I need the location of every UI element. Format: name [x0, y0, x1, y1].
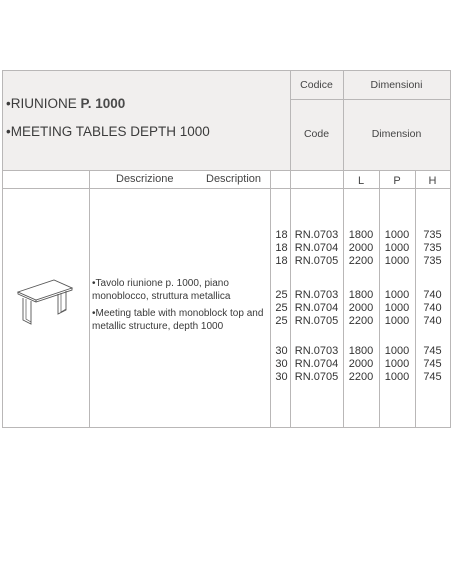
- H-cell: 740: [423, 315, 442, 327]
- description-it: •Tavolo riunione p. 1000, piano monoblocco, struttura metallica: [92, 278, 231, 302]
- L-cell: 2000: [348, 358, 374, 370]
- H-cell: 745: [423, 371, 442, 383]
- divider: [2, 70, 450, 71]
- code-cell: RN.0705: [294, 315, 339, 327]
- divider: [2, 170, 450, 171]
- L-cell: 1800: [348, 345, 374, 357]
- divider: [290, 99, 450, 100]
- thickness-cell: 18: [275, 242, 288, 254]
- col-description: Description: [206, 173, 262, 185]
- H-cell: 735: [423, 242, 442, 254]
- L-cell: 2200: [348, 255, 374, 267]
- thickness-cell: 25: [275, 289, 288, 301]
- L-cell: 1800: [348, 229, 374, 241]
- L-cell: 2000: [348, 242, 374, 254]
- divider: [89, 170, 90, 428]
- L-cell: 2000: [348, 302, 374, 314]
- divider: [2, 427, 450, 428]
- H-cell: 740: [423, 289, 442, 301]
- code-cell: RN.0704: [294, 302, 339, 314]
- col-L: L: [357, 175, 365, 187]
- thickness-cell: 30: [275, 358, 288, 370]
- description-en: •Meeting table with monoblock top and metallic structure, depth 1000: [92, 308, 264, 332]
- code-cell: RN.0704: [294, 358, 339, 370]
- H-cell: 740: [423, 302, 442, 314]
- P-cell: 1000: [384, 315, 410, 327]
- H-cell: 745: [423, 345, 442, 357]
- codice-label: Codice: [300, 79, 333, 91]
- divider: [450, 70, 451, 428]
- code-cell: RN.0704: [294, 242, 339, 254]
- H-cell: 745: [423, 358, 442, 370]
- P-cell: 1000: [384, 289, 410, 301]
- title-it: •RIUNIONE P. 1000: [6, 96, 126, 111]
- divider: [270, 170, 271, 428]
- divider: [2, 70, 3, 428]
- P-cell: 1000: [384, 345, 410, 357]
- dimension-label: Dimension: [371, 128, 422, 140]
- H-cell: 735: [423, 229, 442, 241]
- code-cell: RN.0705: [294, 371, 339, 383]
- divider: [2, 188, 450, 189]
- L-cell: 2200: [348, 315, 374, 327]
- thickness-cell: 25: [275, 315, 288, 327]
- P-cell: 1000: [384, 371, 410, 383]
- thickness-cell: 30: [275, 345, 288, 357]
- col-H: H: [428, 175, 437, 187]
- P-cell: 1000: [384, 302, 410, 314]
- L-cell: 2200: [348, 371, 374, 383]
- H-cell: 735: [423, 255, 442, 267]
- code-cell: RN.0703: [294, 345, 339, 357]
- code-cell: RN.0703: [294, 289, 339, 301]
- thickness-cell: 18: [275, 229, 288, 241]
- code-label: Code: [303, 128, 330, 140]
- thickness-cell: 25: [275, 302, 288, 314]
- code-cell: RN.0705: [294, 255, 339, 267]
- P-cell: 1000: [384, 255, 410, 267]
- dimensioni-label: Dimensioni: [370, 79, 423, 91]
- thickness-cell: 18: [275, 255, 288, 267]
- thickness-cell: 30: [275, 371, 288, 383]
- L-cell: 1800: [348, 289, 374, 301]
- title-en: •MEETING TABLES DEPTH 1000: [6, 124, 210, 139]
- P-cell: 1000: [384, 242, 410, 254]
- col-descrizione: Descrizione: [116, 173, 174, 185]
- P-cell: 1000: [384, 358, 410, 370]
- code-cell: RN.0703: [294, 229, 339, 241]
- P-cell: 1000: [384, 229, 410, 241]
- col-P: P: [393, 175, 401, 187]
- meeting-table-icon: [12, 270, 76, 332]
